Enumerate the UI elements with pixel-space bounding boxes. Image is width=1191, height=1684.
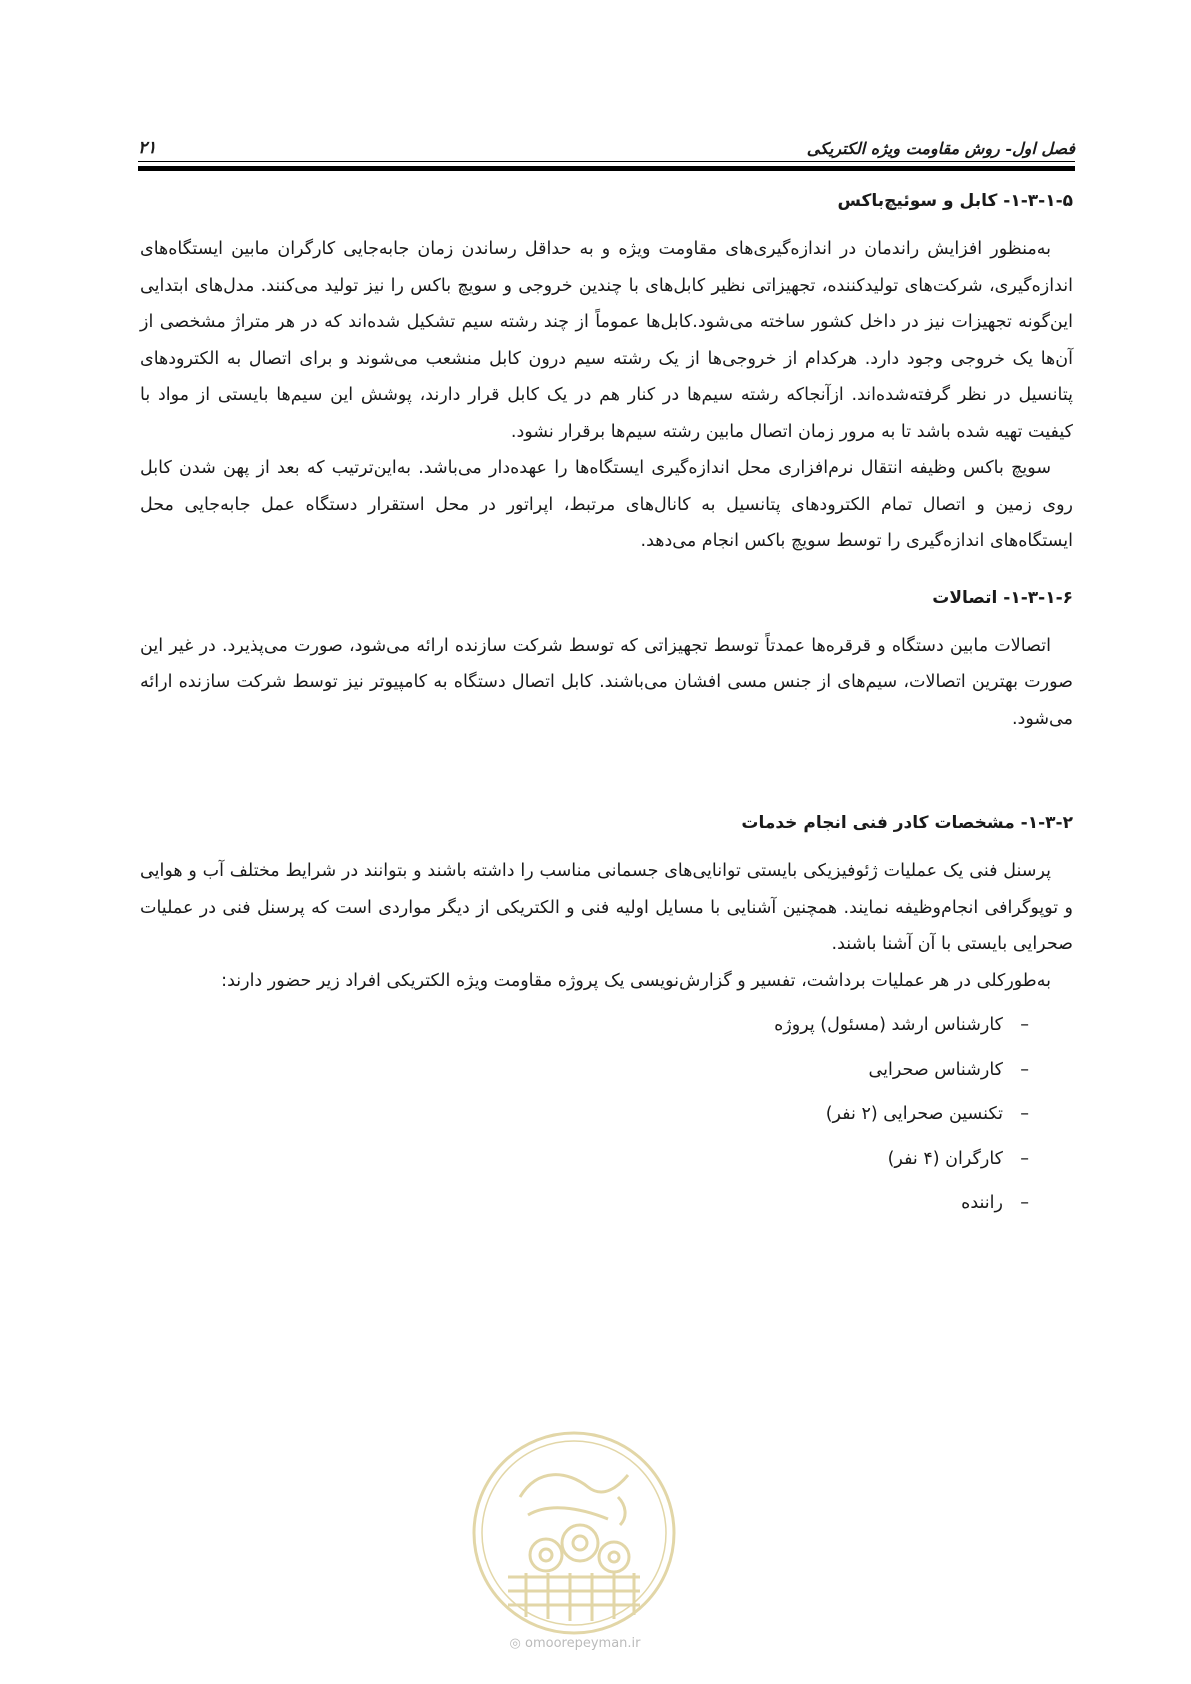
section-heading: ۱-۳-۲- مشخصات کادر فنی انجام خدمات bbox=[741, 813, 1073, 833]
watermark-caption: ◎ omoorepeyman.ir bbox=[509, 1636, 641, 1651]
dash-bullet: – bbox=[1020, 1059, 1029, 1080]
dash-bullet: – bbox=[1020, 1148, 1029, 1169]
page-header bbox=[138, 128, 1075, 158]
list-item-text: کارگران (۴ نفر) bbox=[887, 1148, 1003, 1169]
header-rule-thin bbox=[138, 161, 1075, 162]
section-heading: ۱-۳-۱-۶- اتصالات bbox=[932, 587, 1073, 608]
paragraph: به‌منظور افزایش راندمان در اندازه‌گیری‌های مقاومت ویژه و به حداقل رساندن زمان جابه‌جایی کارگران مابین ایستگاه‌های اندازه‌گیری، شرکت‌های تولیدکننده، تجهیزاتی نظیر کابل‌های با چندین خروجی و سویچ باکس را نیز تولید می‌کنند. مدل‌های ابتدایی این‌گونه تجهیزات نیز در داخل کشور ساخته می‌شود.کابل‌ها عموماً از چند رشته سیم تشکیل شده‌اند که در هر متراژ مشخصی از آن‌ها یک خروجی وجود دارد. هرکدام از خروجی‌ها از یک رشته سیم درون کابل منشعب می‌شوند و برای اتصال به الکترودهای پتانسیل در نظر گرفته‌شده‌اند. ازآنجاکه رشته سیم‌ها در کنار هم در یک کابل قرار دارند، پوشش این سیم‌ها بایستی از مواد با کیفیت تهیه شده باشد تا به مرور زمان اتصال مابین رشته سیم‌ها برقرار نشود. bbox=[140, 239, 1073, 442]
list-item bbox=[140, 1092, 1029, 1137]
watermark-caption-text: omoorepeyman.ir bbox=[525, 1636, 641, 1651]
list-item bbox=[140, 1181, 1029, 1226]
section-connections bbox=[140, 580, 1073, 738]
dash-bullet: – bbox=[1020, 1015, 1029, 1035]
personnel-list bbox=[140, 1003, 1073, 1226]
paragraph: پرسنل فنی یک عملیات ژئوفیزیکی بایستی توانایی‌های جسمانی مناسب را داشته باشند و بتوانند در شرایط مختلف آب و هوایی و توپوگرافی انجام‌وظیفه نمایند. همچنین آشنایی با مسایل اولیه فنی و الکتریکی از دیگر مواردی است که پرسنل فنی در عملیات صحرایی بایستی با آن آشنا باشند. bbox=[140, 861, 1073, 954]
page-number: ۲۱ bbox=[138, 138, 157, 158]
section-heading: ۱-۳-۱-۵- کابل و سوئیچ‌باکس bbox=[837, 191, 1073, 211]
list-item-text: کارشناس ارشد (مسئول) پروژه bbox=[774, 1015, 1003, 1035]
list-item bbox=[140, 1137, 1029, 1182]
list-item-text: راننده bbox=[961, 1193, 1003, 1213]
paragraph: اتصالات مابین دستگاه و قرقره‌ها عمدتاً توسط تجهیزاتی که توسط شرکت سازنده ارائه می‌شود، صورت می‌پذیرد. در غیر این صورت بهترین اتصالات، سیم‌های از جنس مسی افشان می‌باشند. کابل اتصال دستگاه به کامپیوتر نیز توسط شرکت سازنده ارائه می‌شود. bbox=[140, 635, 1073, 729]
list-item-text: کارشناس صحرایی bbox=[868, 1059, 1003, 1080]
chapter-title: فصل اول- روش مقاومت ویژه الکتریکی bbox=[806, 139, 1075, 158]
dash-bullet: – bbox=[1020, 1104, 1029, 1124]
watermark-seal-logo bbox=[468, 1427, 680, 1639]
paragraph: سویچ باکس وظیفه انتقال نرم‌افزاری محل اندازه‌گیری ایستگاه‌ها را عهده‌دار می‌باشد. به‌این‌ترتیب که بعد از پهن شدن کابل روی زمین و اتصال تمام الکترودهای پتانسیل به کانال‌های مرتبط، اپراتور در محل استقرار دستگاه عمل جابه‌جایی محل ایستگاه‌های اندازه‌گیری را توسط سویچ باکس انجام می‌دهد. bbox=[140, 458, 1073, 551]
section-technical-staff bbox=[140, 805, 1073, 1226]
dash-bullet: – bbox=[1020, 1193, 1029, 1213]
paragraph: به‌طورکلی در هر عملیات برداشت، تفسیر و گزارش‌نویسی یک پروژه مقاومت ویژه الکتریکی افراد زیر حضور دارند: bbox=[221, 970, 1051, 991]
list-item bbox=[140, 1003, 1029, 1048]
list-item-text: تکنسین صحرایی (۲ نفر) bbox=[825, 1104, 1003, 1124]
page-body bbox=[140, 183, 1073, 1226]
header-rule-thick bbox=[138, 166, 1075, 171]
list-item bbox=[140, 1048, 1029, 1093]
section-cable-switchbox bbox=[140, 183, 1073, 560]
